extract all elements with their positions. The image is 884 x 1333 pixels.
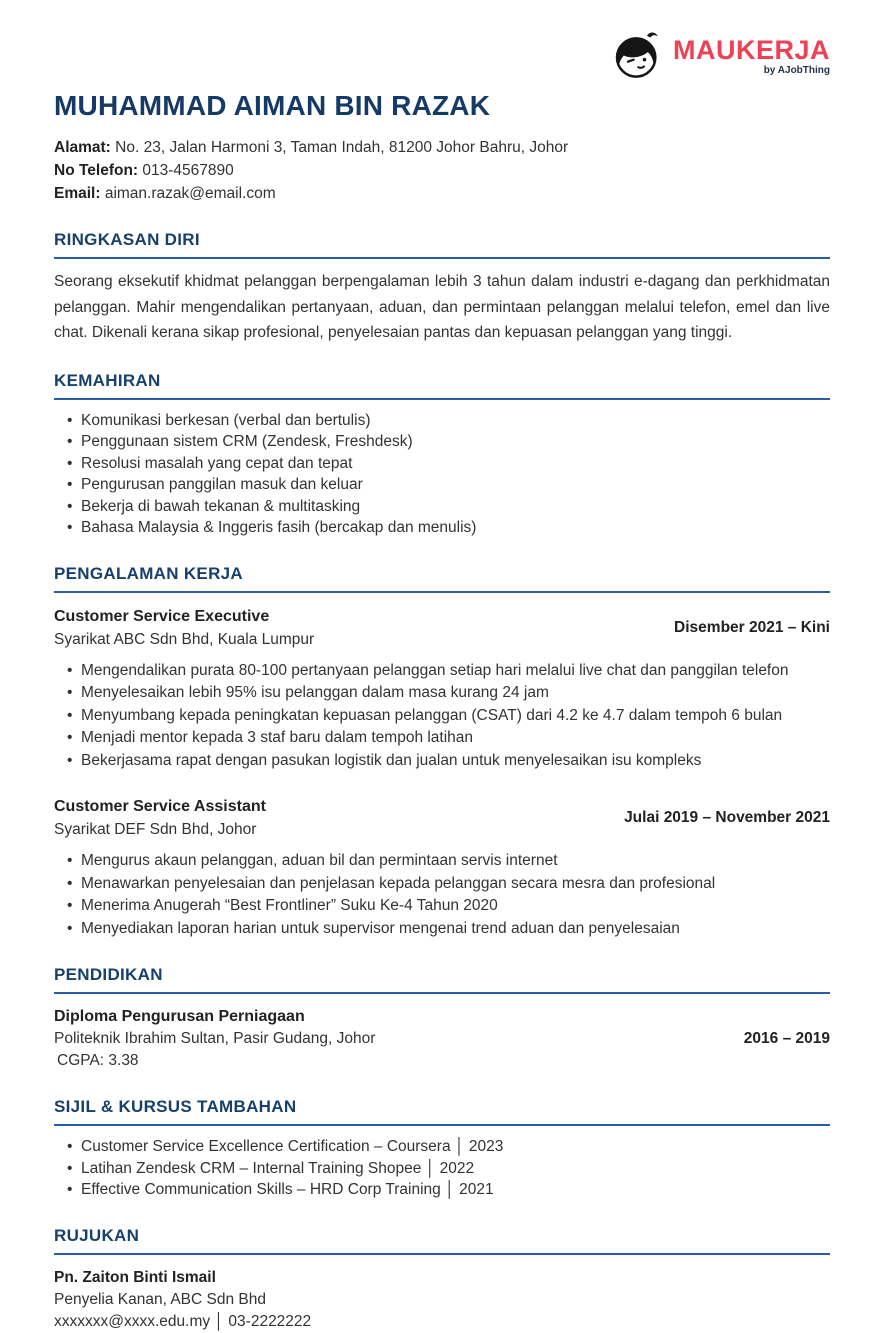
job-period: Julai 2019 – November 2021 <box>624 809 830 826</box>
list-item: • Effective Communication Skills – HRD Corp Training │ 2021 <box>81 1179 830 1201</box>
job-role: Customer Service Executive <box>54 607 270 625</box>
education-institution: Politeknik Ibrahim Sultan, Pasir Gudang, Johor <box>54 1030 376 1047</box>
reference-contact: xxxxxxx@xxxx.edu.my │ 03-2222222 <box>54 1312 312 1330</box>
job-bullets <box>54 660 830 773</box>
job-role: Customer Service Assistant <box>54 798 266 815</box>
job-title-block <box>54 606 314 650</box>
section-references-title: RUJUKAN <box>54 1225 140 1245</box>
job-entry <box>54 606 830 773</box>
list-item: • Menerima Anugerah “Best Frontliner” Suku Ke-4 Tahun 2020 <box>81 895 830 918</box>
brand-wordmark: MAUKERJA <box>672 34 830 65</box>
section-experience-title: PENGALAMAN KERJA <box>54 563 243 583</box>
job-period: Disember 2021 – Kini <box>674 618 830 636</box>
reference-name: Pn. Zaiton Binti Ismail <box>54 1268 216 1286</box>
job-header <box>54 796 830 840</box>
contact-address-value: No. 23, Jalan Harmoni 3, Taman Indah, 81200 Johor Bahru, Johor <box>115 139 569 156</box>
education-period: 2016 – 2019 <box>743 1030 830 1047</box>
candidate-name: MUHAMMAD AIMAN BIN RAZAK <box>54 90 491 121</box>
job-company: Syarikat ABC Sdn Bhd, Kuala Lumpur <box>54 630 315 648</box>
section-certifications <box>54 1097 830 1201</box>
job-title-block <box>54 796 266 840</box>
list-item: • Komunikasi berkesan (verbal dan bertulis) <box>81 410 830 432</box>
section-references <box>54 1226 830 1333</box>
education-cgpa: CGPA: 3.38 <box>57 1052 139 1069</box>
contact-email <box>54 182 830 205</box>
certifications-list <box>54 1136 830 1201</box>
section-certifications-title: SIJIL & KURSUS TAMBAHAN <box>54 1097 297 1116</box>
list-item: • Bahasa Malaysia & Inggeris fasih (bercakap dan menulis) <box>81 517 830 539</box>
list-item: • Latihan Zendesk CRM – Internal Training Shopee │ 2022 <box>81 1158 830 1180</box>
list-item: • Pengurusan panggilan masuk dan keluar <box>81 474 830 496</box>
education-degree: Diploma Pengurusan Perniagaan <box>54 1008 305 1025</box>
section-summary <box>54 230 830 346</box>
skills-list <box>54 410 830 539</box>
list-item: • Resolusi masalah yang cepat dan tepat <box>81 453 830 475</box>
brand-tagline: by AJobThing <box>763 64 830 76</box>
section-divider <box>54 591 830 593</box>
list-item: • Mengurus akaun pelanggan, aduan bil dan permintaan servis internet <box>81 850 830 873</box>
contact-phone-value: 013-4567890 <box>142 162 234 179</box>
section-skills-title: KEMAHIRAN <box>54 370 161 390</box>
reference-position: Penyelia Kanan, ABC Sdn Bhd <box>54 1290 266 1308</box>
section-divider <box>54 1253 830 1255</box>
contact-email-value: aiman.razak@email.com <box>104 185 276 202</box>
contact-address-label: Alamat: <box>54 139 111 156</box>
section-experience <box>54 564 830 941</box>
section-divider <box>54 398 830 400</box>
contact-email-label: Email: <box>54 185 101 202</box>
list-item: • Menawarkan penyelesaian dan penjelasan kepada pelanggan secara mesra dan profesional <box>81 873 830 896</box>
summary-text: Seorang eksekutif khidmat pelanggan berpengalaman lebih 3 tahun dalam industri e-dagang dan perkhidmatan pelanggan. Mahir mengendalikan pertanyaan, aduan, dan permintaan pelanggan melalui telefon, emel dan live chat. Dikenali kerana sikap profesional, penyelesaian pantas dan kepuasan pelanggan yang tinggi. <box>54 273 830 341</box>
contact-phone <box>54 159 830 182</box>
list-item: • Customer Service Excellence Certification – Coursera │ 2023 <box>81 1136 830 1158</box>
section-divider <box>54 1124 830 1126</box>
list-item: • Menyelesaikan lebih 95% isu pelanggan dalam masa kurang 24 jam <box>81 682 830 705</box>
contact-block <box>54 136 830 205</box>
list-item: • Mengendalikan purata 80-100 pertanyaan pelanggan setiap hari melalui live chat dan panggilan telefon <box>81 660 830 683</box>
section-education <box>54 965 830 1072</box>
reference-entry <box>54 1267 830 1333</box>
maukerja-mascot-icon <box>610 30 664 80</box>
section-divider <box>54 992 830 994</box>
logo-row <box>54 30 830 80</box>
job-entry <box>54 796 830 940</box>
section-education-title: PENDIDIKAN <box>54 965 163 984</box>
contact-phone-label: No Telefon: <box>54 162 139 179</box>
job-company: Syarikat DEF Sdn Bhd, Johor <box>54 821 257 838</box>
maukerja-logo <box>610 30 830 80</box>
education-detail-block <box>54 1006 375 1072</box>
section-divider <box>54 257 830 259</box>
list-item: • Menyumbang kepada peningkatan kepuasan pelanggan (CSAT) dari 4.2 ke 4.7 dalam tempoh 6 bulan <box>81 705 830 728</box>
section-skills <box>54 371 830 539</box>
list-item: • Penggunaan sistem CRM (Zendesk, Freshdesk) <box>81 431 830 453</box>
contact-address <box>54 136 830 159</box>
job-header <box>54 606 830 650</box>
list-item: • Menyediakan laporan harian untuk supervisor mengenai trend aduan dan penyelesaian <box>81 918 830 941</box>
job-bullets <box>54 850 830 940</box>
list-item: • Bekerjasama rapat dengan pasukan logistik dan jualan untuk menyelesaikan isu kompleks <box>81 750 830 773</box>
section-summary-title: RINGKASAN DIRI <box>54 230 200 249</box>
logo-text <box>673 35 830 76</box>
list-item: • Bekerja di bawah tekanan & multitasking <box>81 496 830 518</box>
list-item: • Menjadi mentor kepada 3 staf baru dalam tempoh latihan <box>81 727 830 750</box>
education-entry <box>54 1006 830 1072</box>
